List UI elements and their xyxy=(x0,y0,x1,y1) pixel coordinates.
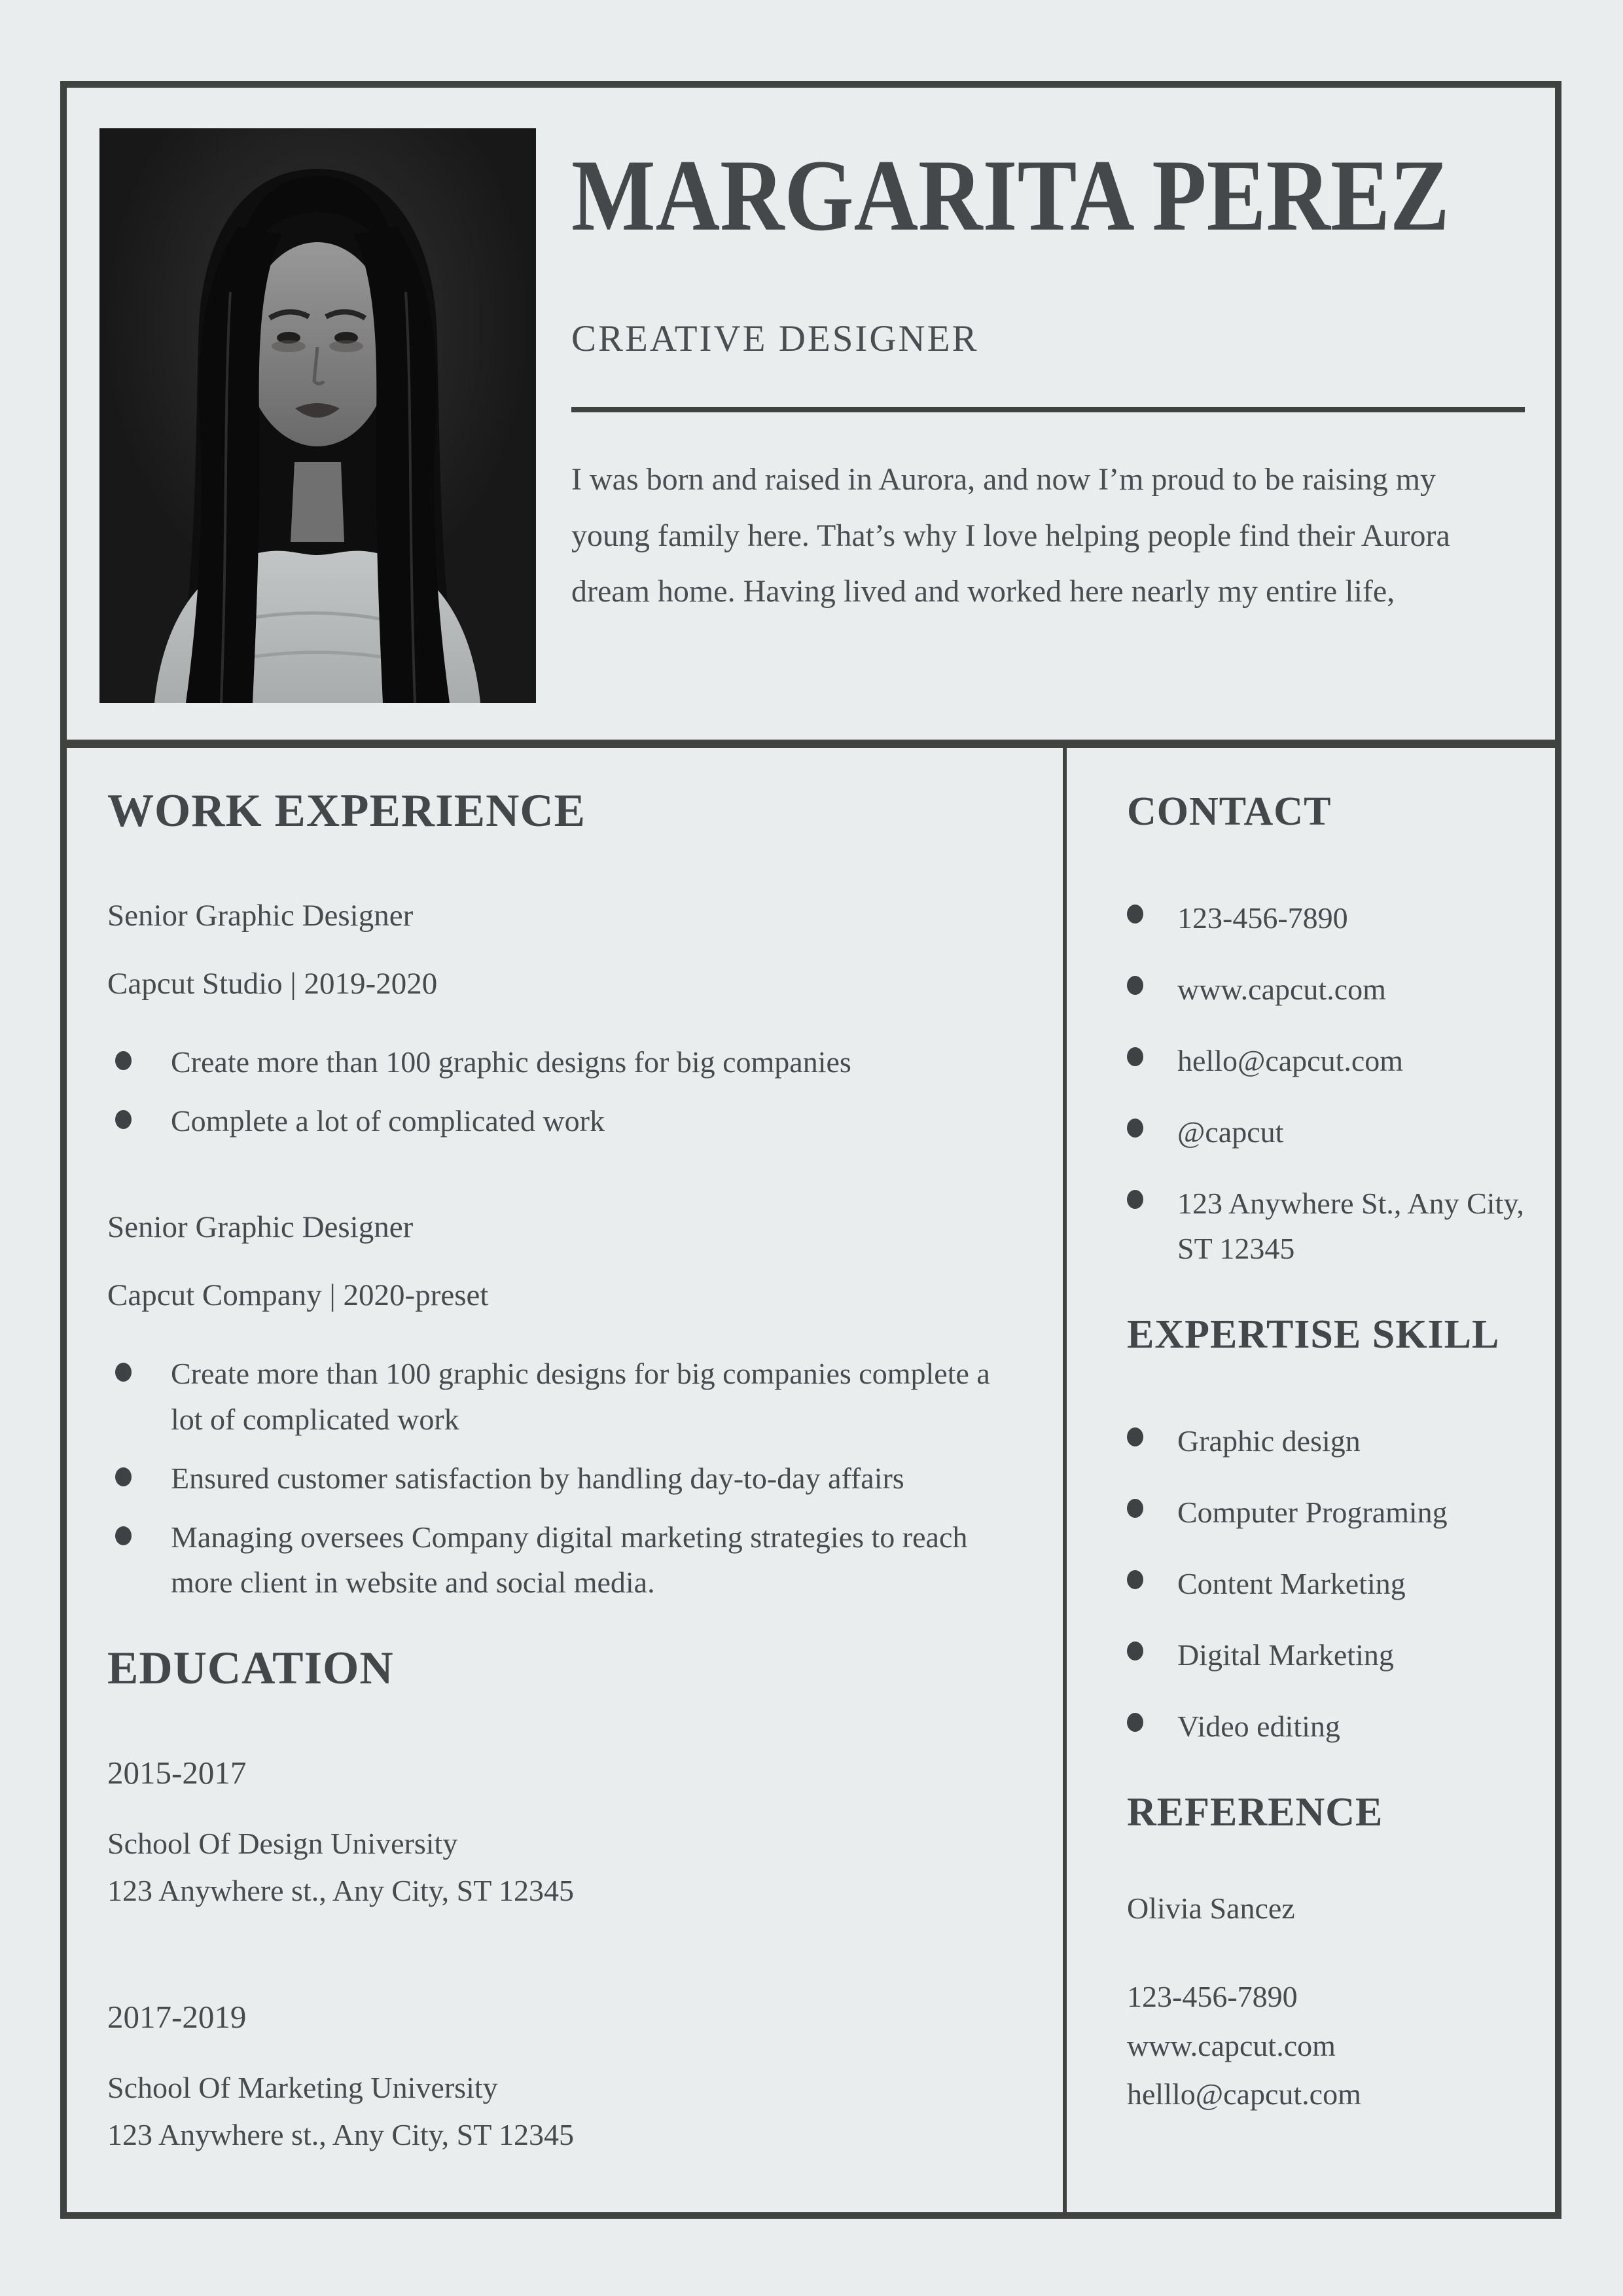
list-item xyxy=(1127,1704,1535,1749)
list-item xyxy=(1127,1418,1535,1463)
bullet-icon xyxy=(1127,976,1143,995)
list-item xyxy=(1127,1038,1535,1083)
work-experience-heading: WORK EXPERIENCE xyxy=(107,785,586,836)
list-item xyxy=(1127,1490,1535,1535)
education-address: 123 Anywhere st., Any City, ST 12345 xyxy=(107,1874,575,1908)
contact-phone: 123-456-7890 xyxy=(1177,901,1348,935)
list-item xyxy=(1127,895,1535,941)
bullet-icon xyxy=(115,1051,132,1070)
left-column xyxy=(67,748,1063,2212)
bullet-text: Create more than 100 graphic designs for big companies complete a lot of complicated work xyxy=(171,1356,990,1436)
portrait-photo xyxy=(99,128,536,703)
list-item xyxy=(107,1515,1017,1606)
bullet-icon xyxy=(115,1526,132,1545)
education-entry xyxy=(107,1998,1017,2159)
contact-email: hello@capcut.com xyxy=(1177,1044,1404,1077)
bullet-icon xyxy=(1127,905,1143,924)
education-years: 2017-2019 xyxy=(107,1998,247,2035)
job-entry xyxy=(107,1210,1017,1606)
reference-phone: 123-456-7890 xyxy=(1127,1980,1298,2013)
expertise-skill-heading: EXPERTISE SKILL xyxy=(1127,1312,1500,1357)
education-entry xyxy=(107,1754,1017,1914)
list-item xyxy=(1127,1632,1535,1677)
reference-heading: REFERENCE xyxy=(1127,1790,1383,1835)
job-company: Capcut Studio | 2019-2020 xyxy=(107,967,438,1001)
bullet-icon xyxy=(1127,1119,1143,1138)
bullet-icon xyxy=(115,1467,132,1486)
education-address: 123 Anywhere st., Any City, ST 12345 xyxy=(107,2117,575,2151)
bullet-icon xyxy=(115,1363,132,1382)
skill-label: Computer Programing xyxy=(1177,1496,1448,1529)
bullet-icon xyxy=(1127,1641,1143,1660)
skills-list xyxy=(1127,1418,1535,1749)
job-role: Senior Graphic Designer xyxy=(107,899,414,933)
reference-name: Olivia Sancez xyxy=(1127,1892,1295,1925)
list-item xyxy=(107,1351,1017,1443)
bullet-text: Create more than 100 graphic designs for big companies xyxy=(171,1045,851,1079)
bullet-text: Complete a lot of complicated work xyxy=(171,1103,605,1138)
contact-list xyxy=(1127,895,1535,1271)
contact-address: 123 Anywhere St., Any City, ST 12345 xyxy=(1177,1187,1524,1265)
header xyxy=(67,88,1555,740)
portrait-photo-illustration xyxy=(99,128,536,703)
right-column xyxy=(1063,748,1555,2212)
education-school-block xyxy=(107,2064,1017,2159)
contact-heading: CONTACT xyxy=(1127,789,1332,834)
skill-label: Graphic design xyxy=(1177,1424,1361,1458)
skill-label: Video editing xyxy=(1177,1710,1340,1743)
header-text xyxy=(571,128,1525,703)
person-name: MARGARITA PEREZ xyxy=(571,138,1450,252)
bullet-icon xyxy=(1127,1427,1143,1446)
job-role: Senior Graphic Designer xyxy=(107,1210,414,1244)
contact-website: www.capcut.com xyxy=(1177,973,1386,1006)
bullet-icon xyxy=(1127,1499,1143,1518)
reference-website: www.capcut.com xyxy=(1127,2028,1336,2062)
education-heading: EDUCATION xyxy=(107,1643,394,1695)
title-divider-rule xyxy=(571,407,1525,412)
job-bullet-list xyxy=(107,1351,1017,1606)
education-school: School Of Marketing University xyxy=(107,2070,498,2104)
skill-label: Content Marketing xyxy=(1177,1567,1406,1600)
list-item xyxy=(107,1039,1017,1085)
reference-contact-block xyxy=(1127,1973,1535,2119)
list-item xyxy=(107,1098,1017,1144)
list-item xyxy=(1127,967,1535,1012)
contact-handle: @capcut xyxy=(1177,1115,1284,1149)
bullet-icon xyxy=(115,1110,132,1129)
bullet-icon xyxy=(1127,1190,1143,1209)
list-item xyxy=(1127,1109,1535,1155)
bullet-text: Managing oversees Company digital marketing strategies to reach more client in website and social media. xyxy=(171,1520,968,1600)
bullet-text: Ensured customer satisfaction by handling day-to-day affairs xyxy=(171,1461,904,1495)
list-item xyxy=(107,1456,1017,1501)
person-title: CREATIVE DESIGNER xyxy=(571,318,979,360)
reference-email: helllo@capcut.com xyxy=(1127,2077,1361,2111)
person-bio: I was born and raised in Aurora, and now I’m proud to be raising my young family here. That’s why I love helping people find their Aurora dream home. Having lived and worked here nearly my entire life, xyxy=(571,462,1450,609)
page-border-frame xyxy=(60,81,1561,2219)
list-item xyxy=(1127,1561,1535,1606)
bullet-icon xyxy=(1127,1570,1143,1589)
education-school: School Of Design University xyxy=(107,1827,458,1861)
job-entry xyxy=(107,898,1017,1144)
bullet-icon xyxy=(1127,1713,1143,1732)
bullet-icon xyxy=(1127,1047,1143,1066)
education-years: 2015-2017 xyxy=(107,1755,247,1791)
job-company: Capcut Company | 2020-preset xyxy=(107,1278,489,1312)
list-item xyxy=(1127,1181,1535,1271)
education-school-block xyxy=(107,1820,1017,1914)
job-bullet-list xyxy=(107,1039,1017,1144)
skill-label: Digital Marketing xyxy=(1177,1638,1394,1672)
body-columns xyxy=(67,740,1555,2212)
